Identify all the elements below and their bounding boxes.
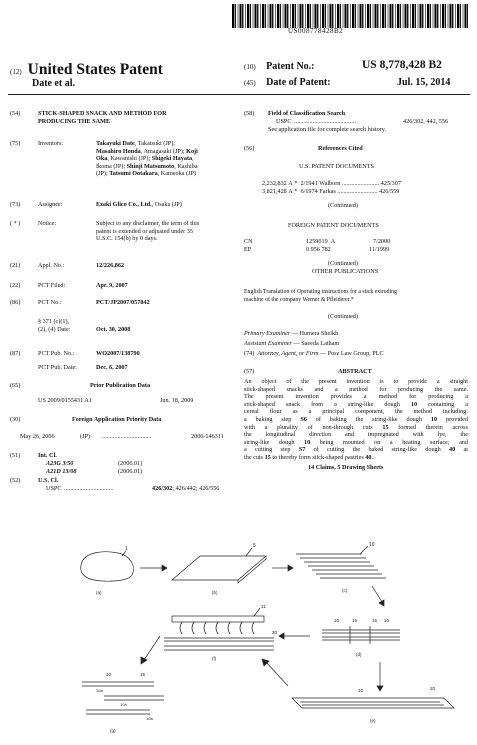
us-ref-row-2: 3,821,428 A * 6/1974 Farkas .......................... 426/559	[262, 188, 400, 195]
arrow-d-e-head	[377, 686, 383, 691]
foreign-ref-1-number: 1259019 A	[306, 238, 336, 245]
code-21: (21)	[10, 262, 21, 269]
pct-pub-no: WO2007/138790	[96, 350, 140, 357]
barcode-bar	[287, 4, 288, 28]
arrow-e-f-head	[262, 659, 269, 666]
barcode-bar	[355, 4, 356, 28]
field-search-value: 426/302, 442, 556	[403, 118, 449, 125]
fig-d-ref-15b: 15	[372, 618, 378, 623]
appl-no: 12/226,862	[96, 262, 125, 269]
fig-b-ref-5: 5	[253, 543, 256, 549]
appl-no-label: Appl. No.:	[38, 262, 65, 269]
fig-d-ref-10-b: 10	[384, 618, 390, 623]
fig-f-cutter	[164, 616, 274, 650]
barcode-bar	[313, 4, 314, 28]
foreign-refs-continued: (Continued)	[328, 260, 358, 267]
text-line: the cuts 15 to thereby form stick-shaped pastries 40.	[244, 453, 374, 461]
barcode-bar	[275, 4, 276, 28]
barcode-bar	[388, 4, 389, 28]
foreign-ref-2-country: EP	[244, 246, 252, 253]
barcode-bar	[397, 4, 399, 28]
fig-b-label: (b)	[212, 590, 218, 595]
arrow-d-f-head	[279, 633, 284, 639]
code-75: (75)	[10, 140, 21, 147]
barcode-bar	[405, 4, 407, 28]
barcode-bar	[460, 4, 461, 28]
barcode-bar	[257, 4, 258, 28]
barcode-bar	[330, 4, 332, 28]
barcode-bar	[457, 4, 459, 28]
assistant-examiner: Assistant Examiner — Saeeda Latham	[244, 340, 340, 347]
barcode-bar	[250, 4, 251, 28]
fig-f-label: (f)	[212, 656, 217, 661]
barcode-bar	[425, 4, 426, 28]
barcode-bar	[238, 4, 239, 28]
pct-pub-date-label: PCT Pub. Date:	[38, 364, 77, 371]
int-cl-label: Int. Cl.	[38, 452, 57, 459]
prior-pub-number: US 2009/0155431 A1	[38, 397, 92, 404]
invention-title-l2: PRODUCING THE SAME	[38, 118, 111, 125]
barcode-bar	[277, 4, 279, 28]
barcode-bar	[377, 4, 378, 28]
prior-pub-heading: Prior Publication Data	[90, 382, 151, 389]
header-rule	[8, 94, 470, 95]
primary-examiner: Primary Examiner — Humera Sheikh	[244, 330, 339, 337]
barcode-bar	[463, 4, 464, 28]
fig-b-sheet	[172, 556, 266, 580]
fig-c-ref-10: 10	[369, 542, 375, 548]
code-58: (58)	[244, 110, 255, 117]
pct-pub-date: Dec. 6, 2007	[96, 364, 128, 371]
us-cl-value: 426/302; 426/442; 426/556	[152, 485, 220, 492]
code-65: (65)	[10, 382, 21, 389]
fig-d-ref-15a: 15	[352, 618, 358, 623]
fig-a-dough	[81, 552, 134, 581]
patent-number-row: (10) Patent No.:	[244, 61, 315, 72]
barcode-bar	[370, 4, 371, 28]
barcode-bar	[407, 4, 408, 28]
fig-e-label: (e)	[370, 718, 376, 723]
barcode-bar	[320, 4, 321, 28]
text-line: Ikoma (JP); Shinji Matsumoto, Kashiba	[96, 162, 198, 170]
field-search-heading: Field of Classification Search	[268, 110, 346, 117]
barcode-bar	[283, 4, 284, 28]
barcode-bar	[390, 4, 392, 28]
pct-no: PCT/JP2007/057842	[96, 299, 150, 306]
other-pub-l2: machine of the company Werner & Pfleiderer.*	[244, 297, 354, 303]
barcode-bar	[350, 4, 351, 28]
barcode-bar	[403, 4, 404, 28]
fig-d-ref-10: 10	[334, 618, 340, 623]
int-cl-2-version: (2006.01)	[118, 468, 143, 475]
fig-g-sticks	[82, 682, 164, 714]
fig-e-ref-10: 10	[358, 688, 364, 693]
barcode-bar	[343, 4, 344, 28]
references-heading: References Cited	[318, 145, 363, 152]
other-pub-l1: English Translation of Operating instructions for a stick extruding	[244, 289, 397, 295]
invention-title-l1: STICK-SHAPED SNACK AND METHOD FOR	[38, 110, 167, 117]
barcode-bar	[412, 4, 414, 28]
barcode-bar	[292, 4, 294, 28]
text-line: cereal flour as a principal component, the method including:	[244, 408, 468, 416]
fig-c-label: (c)	[342, 588, 348, 593]
foreign-docs-heading: FOREIGN PATENT DOCUMENTS	[288, 222, 379, 229]
barcode-bar	[260, 4, 261, 28]
other-pubs-heading: OTHER PUBLICATIONS	[312, 268, 379, 275]
barcode-bar	[290, 4, 291, 28]
barcode-bar	[452, 4, 453, 28]
text-line: the longitudinal direction and impregnated with lye, the	[244, 431, 468, 439]
barcode-bar	[347, 4, 348, 28]
barcode-bar	[295, 4, 296, 28]
us-cl-dots: ................................	[64, 485, 114, 492]
barcode-bar	[465, 4, 467, 28]
pct-filed: Apr. 9, 2007	[96, 282, 128, 289]
inventors-label: Inventors:	[38, 140, 64, 147]
fig-g-label: (g)	[110, 728, 116, 733]
section-371-date-label: (2), (4) Date:	[38, 326, 71, 333]
barcode-bar	[415, 4, 416, 28]
barcode-bar	[255, 4, 257, 28]
arrow-e-f	[266, 662, 288, 686]
barcode-bar	[445, 4, 446, 28]
barcode-bar	[360, 4, 362, 28]
code-87: (87)	[10, 350, 21, 357]
barcode-bar	[328, 4, 329, 28]
barcode-bar	[245, 4, 246, 28]
text-line: a cutting step S7 of cutting the baked string-like dough 40 at	[244, 446, 469, 454]
code-51: (51)	[10, 452, 21, 459]
barcode-bar	[335, 4, 336, 28]
notice-label: Notice:	[38, 220, 57, 227]
barcode-bar	[247, 4, 249, 28]
barcode-bar	[268, 4, 269, 28]
barcode-bar	[430, 4, 431, 28]
notice-text: Subject to any disclaimer, the term of this patent is extended or adjusted under 35 U.S.C. 154(b) by 0 days.	[96, 220, 200, 243]
text-line: string-like dough 10 being mounted on a heating surface; and	[244, 438, 468, 446]
barcode-bar	[450, 4, 452, 28]
code-86: (86)	[10, 299, 21, 306]
barcode-bar	[310, 4, 311, 28]
foreign-ref-1-date: 7/2000	[373, 238, 391, 245]
barcode-bar	[455, 4, 456, 28]
priority-country: (JP)	[80, 433, 90, 440]
barcode-bar	[262, 4, 264, 28]
priority-dots: ................................	[102, 433, 152, 440]
text-line: Oka, Kawanishi (JP); Shigeki Hayata,	[96, 155, 194, 163]
barcode-bar	[382, 4, 384, 28]
code-73: (73)	[10, 201, 21, 208]
barcode-bar	[442, 4, 444, 28]
text-line: The present invention provides a method for producing a	[244, 393, 468, 401]
barcode-bar	[272, 4, 273, 28]
us-cl-uspc: USPC	[46, 485, 62, 492]
arrow-f-g-head	[141, 657, 147, 664]
barcode-bar	[385, 4, 386, 28]
abstract-heading: ABSTRACT	[338, 368, 372, 375]
barcode-bar	[300, 4, 302, 28]
arrow-b-c-head	[288, 565, 293, 571]
text-line: Takayuki Date, Takatsuki (JP);	[96, 140, 175, 147]
text-line: with a plurality of non-through cuts 15 formed therein across	[244, 423, 468, 431]
barcode-bar	[362, 4, 363, 28]
field-search-note: See application file for complete search history.	[268, 126, 386, 133]
barcode-bar	[307, 4, 309, 28]
barcode-bar	[345, 4, 347, 28]
patent-date: Jul. 15, 2014	[397, 77, 451, 88]
fig-e-ref-20: 20	[430, 686, 436, 691]
text-line: (JP); Tatsumi Ootakara, Kameoka (JP)	[96, 170, 196, 178]
barcode-bar	[435, 4, 437, 28]
section-371-date: Oct. 30, 2008	[96, 326, 131, 333]
barcode-bar	[235, 4, 236, 28]
claims-summary: 14 Claims, 5 Drawing Sheets	[308, 464, 384, 471]
barcode	[232, 4, 468, 28]
text-line: An object of the present invention is to provide a straight	[244, 378, 468, 385]
text-line: stick-shaped snack from a string-like dough 10 containing a	[244, 400, 468, 408]
foreign-ref-2-number: 0 956 782	[306, 246, 331, 253]
fig-c-leader	[360, 546, 368, 554]
barcode-bar	[467, 4, 468, 28]
barcode-bar	[317, 4, 318, 28]
barcode-bar	[358, 4, 359, 28]
code-57: (57)	[244, 368, 255, 375]
barcode-bar	[340, 4, 341, 28]
int-cl-1: A23G 3/50	[46, 460, 74, 467]
barcode-bar	[352, 4, 354, 28]
representative-drawing	[0, 520, 477, 742]
barcode-bar	[433, 4, 434, 28]
fig-g-ref-10a-2: 10a	[120, 702, 127, 707]
fig-a-label: (a)	[96, 590, 102, 595]
barcode-bar	[448, 4, 449, 28]
barcode-number: US008778428B2	[288, 27, 344, 35]
barcode-bar	[305, 4, 306, 28]
barcode-bar	[242, 4, 243, 28]
fig-c-strings	[296, 554, 386, 578]
fig-b-leader	[246, 548, 252, 556]
barcode-bar	[337, 4, 339, 28]
barcode-bar	[380, 4, 381, 28]
barcode-bar	[440, 4, 441, 28]
field-search-dots: ........................................	[294, 118, 356, 125]
priority-date: May 26, 2006	[20, 433, 55, 440]
barcode-bar	[240, 4, 242, 28]
code-52: (52)	[10, 477, 21, 484]
section-371: § 371 (c)(1),	[38, 318, 70, 325]
patent-office-title: (12) United States Patent	[10, 61, 163, 78]
text-line: stick-shaped snacks and a method for producing the same.	[244, 385, 468, 393]
us-refs-continued: (Continued)	[328, 202, 358, 209]
priority-number: 2006-146311	[191, 433, 224, 440]
barcode-bar	[298, 4, 299, 28]
fig-g-ref-10a-1: 10a	[96, 688, 103, 693]
us-docs-heading: U.S. PATENT DOCUMENTS	[299, 163, 374, 170]
barcode-bar	[332, 4, 333, 28]
fig-f-ref-30: 30	[272, 630, 278, 635]
barcode-bar	[400, 4, 401, 28]
field-search-uspc: USPC	[276, 118, 292, 125]
attorney: (74) Attorney, Agent, or Firm — Posz Law Group, PLC	[244, 350, 384, 357]
abstract-text	[244, 378, 468, 462]
barcode-bar	[302, 4, 303, 28]
arrow-c-d	[372, 586, 382, 602]
us-ref-row-1: 2,232,832 A * 2/1941 Walborn ........................ 425/307	[262, 180, 401, 187]
barcode-bar	[280, 4, 281, 28]
fig-g-ref-15: 15	[140, 672, 146, 677]
barcode-bar	[322, 4, 324, 28]
pct-filed-label: PCT Filed:	[38, 282, 66, 289]
barcode-bar	[265, 4, 266, 28]
inventors-list	[96, 140, 198, 178]
fig-d-cut-strings	[322, 626, 400, 644]
patent-number: US 8,778,428 B2	[362, 59, 442, 71]
barcode-bar	[418, 4, 419, 28]
patent-date-row: (45) Date of Patent:	[244, 77, 331, 88]
fig-d-label: (d)	[356, 652, 362, 657]
foreign-priority-heading: Foreign Application Priority Data	[72, 416, 162, 423]
foreign-ref-2-date: 11/1999	[369, 246, 390, 253]
barcode-bar	[395, 4, 396, 28]
prior-pub-date: Jun. 18, 2009	[160, 397, 194, 404]
barcode-bar	[392, 4, 393, 28]
text-line: Masahiro Honda, Amagasaki (JP); Koji	[96, 147, 198, 155]
us-cl-label: U.S. Cl.	[38, 477, 59, 484]
inventors-short: Date et al.	[32, 78, 76, 89]
other-pubs-continued: (Continued)	[328, 313, 358, 320]
barcode-bar	[373, 4, 374, 28]
fig-g-ref-10a-3: 10a	[146, 716, 153, 721]
arrow-a-b-head	[162, 565, 167, 571]
code-56: (56)	[244, 145, 255, 152]
barcode-bar	[315, 4, 317, 28]
barcode-bar	[232, 4, 234, 28]
barcode-bar	[253, 4, 254, 28]
fig-f-ref-31: 31	[261, 604, 267, 609]
barcode-bar	[285, 4, 287, 28]
pct-pub-no-label: PCT Pub. No.:	[38, 350, 75, 357]
assignee-label: Assignee:	[38, 201, 63, 208]
assignee: Ezaki Glico Co., Ltd., Osaka (JP)	[96, 201, 182, 208]
fig-a-ref-1: 1	[125, 546, 128, 552]
fig-e-tray	[292, 698, 454, 708]
int-cl-1-version: (2006.01)	[118, 460, 143, 467]
barcode-bar	[410, 4, 411, 28]
int-cl-2: A21D 13/08	[46, 468, 77, 475]
barcode-bar	[437, 4, 438, 28]
barcode-bar	[270, 4, 272, 28]
code-notice: ( * )	[10, 220, 21, 227]
arrow-f-g	[144, 636, 160, 660]
barcode-bar	[375, 4, 377, 28]
pct-no-label: PCT No.:	[38, 299, 62, 306]
code-54: (54)	[10, 110, 21, 117]
barcode-bar	[427, 4, 429, 28]
barcode-bar	[367, 4, 369, 28]
fig-g-ref-10: 10	[106, 672, 112, 677]
barcode-bar	[325, 4, 326, 28]
barcode-bar	[420, 4, 422, 28]
code-22: (22)	[10, 282, 21, 289]
barcode-bar	[365, 4, 366, 28]
code-30: (30)	[10, 416, 21, 423]
text-line: a baking step S6 of baking the string-like dough 10 provided	[244, 415, 468, 423]
foreign-ref-1-country: CN	[244, 238, 253, 245]
fig-f-leader	[254, 608, 260, 616]
barcode-bar	[422, 4, 423, 28]
